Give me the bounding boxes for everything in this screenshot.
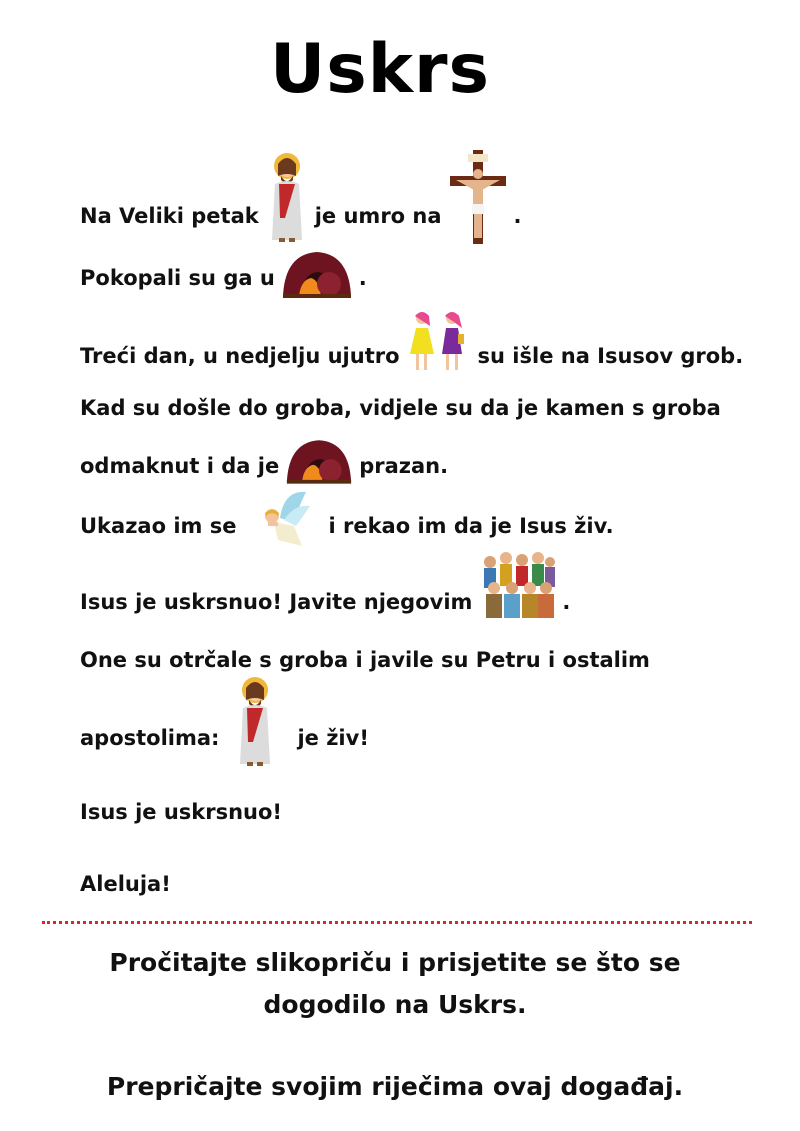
story-line-2: [80, 250, 367, 298]
story-text: prazan.: [359, 454, 449, 478]
jesus-icon: [233, 676, 277, 768]
story-text: .: [562, 590, 571, 614]
page-title: Uskrs: [270, 30, 490, 109]
story-line-3: [80, 308, 743, 374]
story-text: Treći dan, u nedjelju ujutro: [80, 344, 400, 368]
story-text: .: [358, 266, 367, 290]
story-line-8: [80, 648, 650, 672]
story-line-1: [80, 150, 522, 244]
story-text: apostolima:: [80, 726, 220, 750]
story-line-4: [80, 396, 721, 420]
story-text: Pokopali su ga u: [80, 266, 275, 290]
story-text: Kad su došle do groba, vidjele su da je kamen s groba: [80, 396, 721, 420]
story-text: One su otrčale s groba i javile su Petru i ostalim: [80, 648, 650, 672]
story-text: Na Veliki petak: [80, 204, 259, 228]
story-line-10: [80, 800, 282, 824]
jesus-icon: [265, 152, 309, 244]
story-text: su išle na Isusov grob.: [477, 344, 744, 368]
instruction-line-3: Prepričajte svojim riječima ovaj događaj.: [106, 1072, 684, 1101]
apostles-icon: [480, 548, 556, 618]
story-text: je umro na: [314, 204, 442, 228]
story-text: i rekao im da je Isus živ.: [328, 514, 614, 538]
instruction-line-1: Pročitajte slikopriču i prisjetite se što se: [109, 948, 681, 977]
story-text: Ukazao im se: [80, 514, 237, 538]
story-text: .: [513, 204, 522, 228]
story-line-11: [80, 872, 171, 896]
tomb-icon: [281, 250, 353, 298]
story-text: Isus je uskrsnuo! Javite njegovim: [80, 590, 473, 614]
story-text: Isus je uskrsnuo!: [80, 800, 283, 824]
story-line-5: [80, 438, 448, 484]
story-line-6: [80, 488, 614, 552]
story-line-9: [80, 676, 369, 768]
story-text: je živ!: [297, 726, 369, 750]
story-text: odmaknut i da je: [80, 454, 280, 478]
instruction-line-2: dogodilo na Uskrs.: [263, 990, 527, 1019]
story-line-7: [80, 548, 570, 618]
women-icon: [406, 308, 472, 374]
tomb-icon: [285, 438, 353, 484]
cross-icon: [448, 150, 508, 244]
story-text: Aleluja!: [80, 872, 171, 896]
dotted-divider: [42, 921, 752, 924]
angel-icon: [250, 488, 322, 552]
